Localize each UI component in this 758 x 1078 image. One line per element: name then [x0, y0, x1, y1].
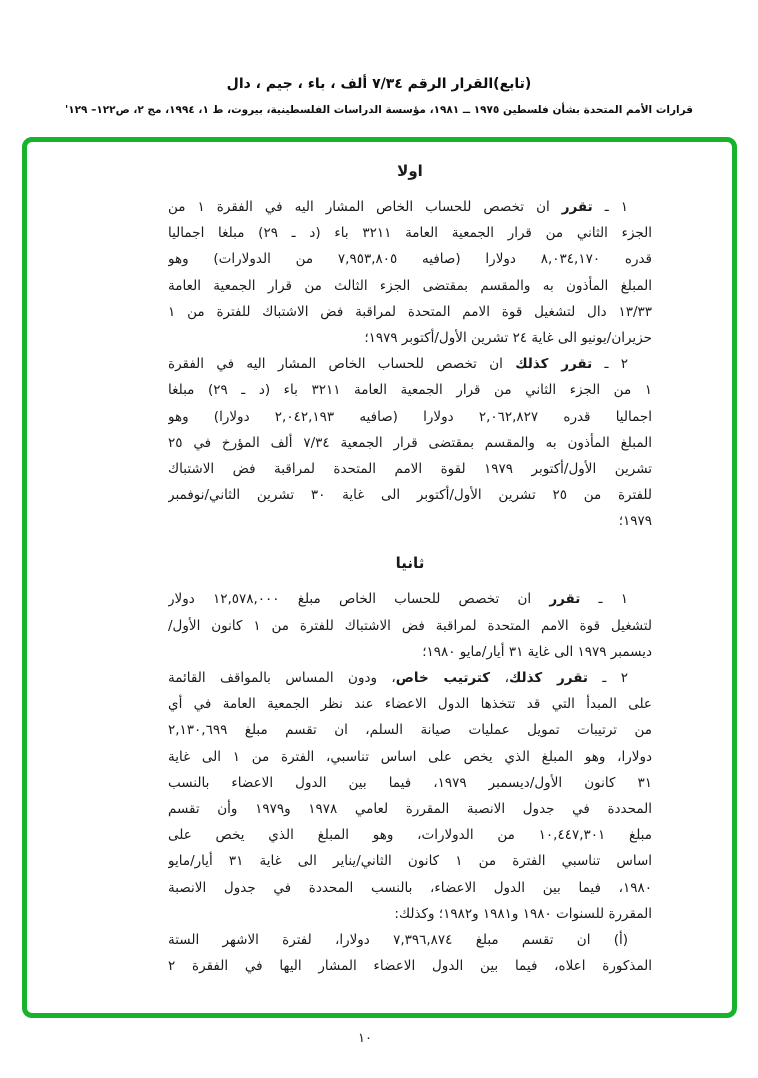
text-segment: مبلغ ١٠,٤٤٧,٣٠١ من الدولارات، وهو المبلغ الذي يخص على	[168, 827, 652, 844]
section-heading-2: ثانيا	[395, 554, 425, 573]
text-segment: ان تخصص للحساب الخاص مبلغ ١٢,٥٧٨,٠٠٠ دولار	[168, 591, 550, 608]
section-heading-1: اولا	[397, 162, 423, 180]
text-line	[168, 717, 652, 743]
text-line	[168, 273, 652, 299]
page-number: ١٠	[358, 1031, 372, 1046]
text-line	[168, 194, 652, 220]
text-line	[168, 875, 652, 901]
text-segment: ١ ـ	[580, 591, 628, 608]
text-segment: قدره ٨,٠٣٤,١٧٠ دولارا (صافيه ٧,٩٥٣,٨٠٥ من الدولارات) وهو	[168, 251, 652, 268]
text-segment: لتشغيل قوة الامم المتحدة لمراقبة فض الاشتباك للفترة من ١ كانون الأول/	[168, 617, 652, 634]
bold-text-segment: تقرر كذلك	[515, 356, 593, 373]
text-line	[168, 482, 652, 508]
text-segment: ٣١ كانون الأول/ديسمبر ١٩٧٩، فيما بين الدول الاعضاء بالنسب	[168, 774, 652, 791]
text-line	[168, 848, 652, 874]
text-line	[168, 691, 652, 717]
text-segment: ١ من الجزء الثاني من قرار الجمعية العامة ٣٢١١ باء (د ـ ٢٩) مبلغا	[168, 382, 652, 399]
text-segment: دولارا، وهو المبلغ الذي يخص على اساس تناسبي، الفترة من ١ الى غاية	[168, 748, 652, 765]
text-segment: تشرين الأول/أكتوبر ١٩٧٩ لقوة الامم المتحدة لمراقبة فض الاشتباك	[168, 460, 652, 477]
text-line	[168, 299, 652, 325]
text-line	[168, 404, 652, 430]
bold-text-segment: تقرر	[561, 199, 593, 215]
text-segment: ٢ ـ	[588, 670, 629, 686]
paragraph	[168, 351, 652, 534]
text-segment: المبلغ المأذون به والمقسم بمقتضى الجزء الثالث من قرار الجمعية العامة	[168, 277, 652, 294]
text-line	[168, 822, 652, 848]
text-segment: ديسمبر ١٩٧٩ الى غاية ٣١ أيار/مايو ١٩٨٠؛	[422, 643, 652, 660]
text-segment: (أ) ان تقسم مبلغ ٧,٣٩٦,٨٧٤ دولارا، لفترة الاشهر الستة	[168, 931, 628, 948]
text-line	[168, 796, 652, 822]
bold-text-segment: تقرر	[549, 591, 581, 608]
text-line	[168, 586, 652, 612]
text-segment: ١٩٧٩؛	[618, 513, 652, 530]
text-line	[168, 351, 652, 377]
paragraph	[168, 194, 652, 351]
document-body	[168, 152, 652, 979]
text-segment: المحددة في جدول الانصبة المقررة لعامي ١٩٧٨ و١٩٧٩ وأن تقسم	[168, 800, 652, 817]
text-segment: المقررة للسنوات ١٩٨٠ و١٩٨١ و١٩٨٢؛ وكذلك:	[394, 905, 652, 922]
text-segment: للفترة من ٢٥ تشرين الأول/أكتوبر الى غاية ٣٠ تشرين الثاني/نوفمبر	[168, 487, 652, 504]
text-line	[168, 953, 652, 979]
bold-text-segment: تقرر كذلك	[508, 670, 588, 686]
text-line	[168, 220, 652, 246]
text-segment: ، ودون المساس بالمواقف القائمة	[168, 670, 396, 686]
paragraph	[168, 586, 652, 665]
text-segment: ان تخصص للحساب الخاص المشار اليه في الفقرة ١ من	[168, 199, 562, 215]
text-segment: ١٩٨٠، فيما بين الدول الاعضاء، بالنسب المحددة في جدول الانصبة	[168, 879, 652, 896]
text-segment: حزيران/يونيو الى غاية ٢٤ تشرين الأول/أكتوبر ١٩٧٩؛	[364, 329, 652, 346]
text-line	[168, 456, 652, 482]
paragraph	[168, 927, 652, 979]
text-line	[168, 744, 652, 770]
text-line	[168, 430, 652, 456]
document-title: (تابع)القرار الرقم ٧/٣٤ ألف ، باء ، جيم ، دال	[226, 76, 532, 92]
text-segment: الجزء الثاني من قرار الجمعية العامة ٣٢١١ باء (د ـ ٢٩) مبلغا اجماليا	[168, 225, 652, 242]
text-line	[168, 770, 652, 796]
text-line	[168, 927, 652, 953]
text-segment: من ترتيبات تمويل عمليات صيانة السلم، ان تقسم مبلغ ٢,١٣٠,٦٩٩	[168, 722, 652, 739]
text-segment: المذكورة اعلاه، فيما بين الدول الاعضاء المشار اليها في الفقرة ٢	[168, 958, 652, 975]
text-line	[168, 246, 652, 272]
text-segment: ،	[490, 670, 509, 686]
text-segment: ١ ـ	[592, 199, 628, 215]
text-segment: المبلغ المأذون به والمقسم بمقتضى قرار الجمعية ٧/٣٤ ألف المؤرخ في ٢٥	[168, 434, 652, 451]
text-segment: على المبدأ التي قد تتخذها الدول الاعضاء عند نظر الجمعية العامة في أي	[168, 696, 652, 713]
paragraph	[168, 665, 652, 927]
bold-text-segment: كترتيب خاص	[395, 670, 491, 686]
text-line	[168, 377, 652, 403]
text-segment: اجماليا قدره ٢,٠٦٢,٨٢٧ دولارا (صافيه ٢,٠٤٢,١٩٣ دولارا) وهو	[168, 408, 652, 425]
text-line	[168, 639, 652, 665]
text-segment: اساس تناسبي الفترة من ١ كانون الثاني/يناير الى غاية ٣١ أيار/مايو	[168, 853, 652, 870]
text-line	[168, 325, 652, 351]
text-line	[168, 665, 652, 691]
text-line	[168, 508, 652, 534]
document-source-line: قرارات الأمم المتحدة بشأن فلسطين ١٩٧٥ ــ ١٩٨١، مؤسسة الدراسات الفلسطينية، بيروت، ط ١، ١٩٩٤، مج ٢، ص١٢٢– ١٢٩'	[64, 104, 694, 116]
text-segment: ٢ ـ	[592, 356, 628, 373]
text-segment: ١٣/٣٣ دال لتشغيل قوة الامم المتحدة لمراقبة فض الاشتباك للفترة من ١	[168, 303, 652, 320]
text-line	[168, 901, 652, 927]
text-line	[168, 613, 652, 639]
text-segment: ان تخصص للحساب الخاص المشار اليه في الفقرة	[168, 356, 516, 373]
